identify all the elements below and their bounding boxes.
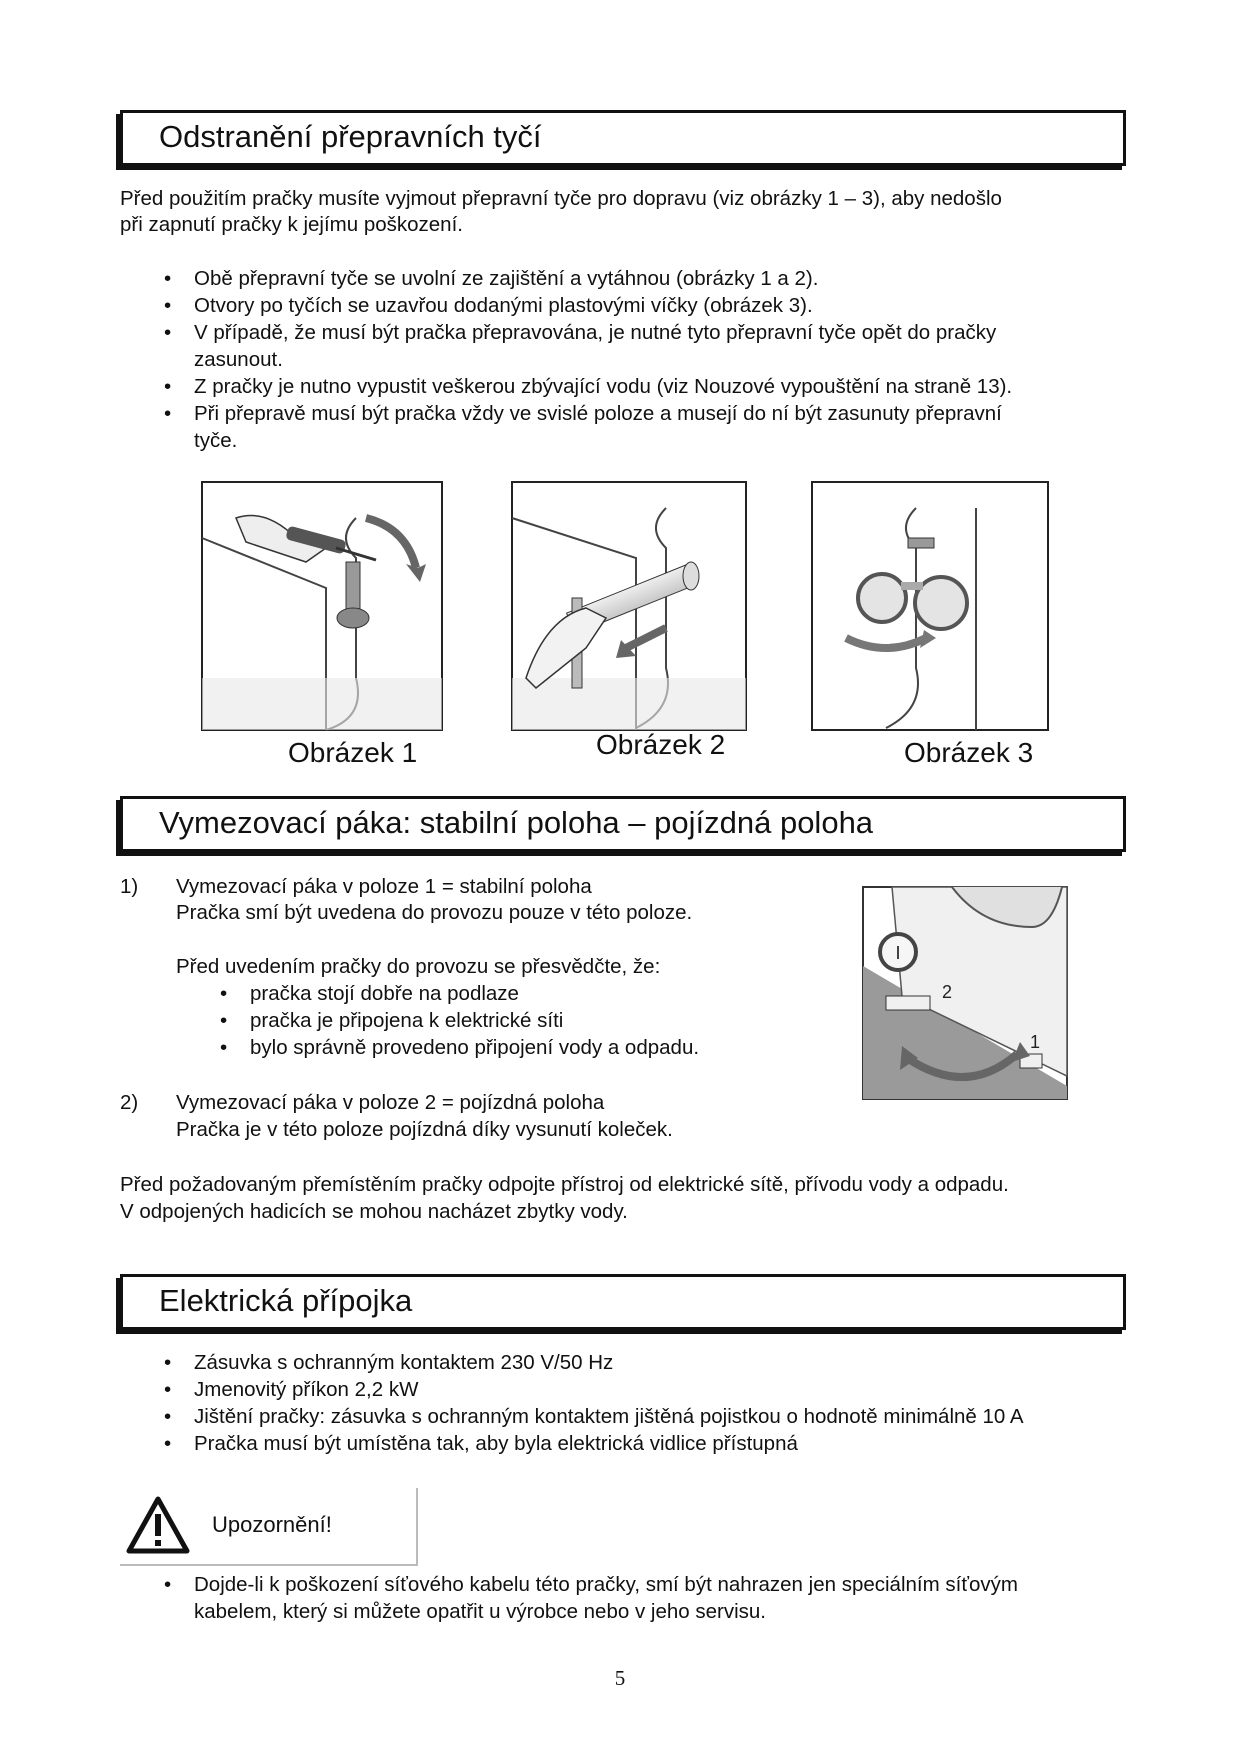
list-item: • V případě, že musí být pračka přepravována, je nutné tyto přepravní tyče opět do pračky bbox=[194, 320, 996, 347]
list-item-continuation: tyče. bbox=[194, 429, 238, 452]
check-item: • pračka je připojena k elektrické síti bbox=[250, 1008, 563, 1035]
list-number: 2) bbox=[120, 1091, 139, 1114]
position-2-label: 2 bbox=[942, 982, 953, 1002]
list-item-continuation: Pračka smí být uvedena do provozu pouze v této poloze. bbox=[176, 901, 693, 924]
figures-illustration bbox=[196, 478, 1092, 768]
list-item: • Jištění pračky: zásuvka s ochranným kontaktem jištěná pojistkou o hodnotě minimálně 10 A bbox=[194, 1404, 1024, 1431]
figure-1-label: Obrázek 1 bbox=[288, 737, 418, 768]
list-item: Vymezovací páka v poloze 2 = pojízdná poloha bbox=[176, 1091, 605, 1114]
list-item: • Pračka musí být umístěna tak, aby byla elektrická vidlice přístupná bbox=[194, 1431, 798, 1458]
section-title: Odstranění přepravních tyčí bbox=[159, 119, 542, 154]
warning-list-item: • Dojde-li k poškození síťového kabelu této pračky, smí být nahrazen jen speciálním síťovým bbox=[194, 1572, 1018, 1599]
list-item-continuation: zasunout. bbox=[194, 348, 283, 371]
note-text-line: Před požadovaným přemístěním pračky odpojte přístroj od elektrické sítě, přívodu vody a odpadu. bbox=[120, 1173, 1009, 1196]
page-number: 5 bbox=[614, 1666, 626, 1690]
figure-1-illustration bbox=[202, 482, 442, 730]
intro-text-line: Před použitím pračky musíte vyjmout přepravní tyče pro dopravu (viz obrázky 1 – 3), aby nedošlo bbox=[120, 187, 1002, 210]
section-heading-electrical bbox=[120, 1274, 1126, 1330]
list-item: • Jmenovitý příkon 2,2 kW bbox=[194, 1377, 418, 1404]
warning-icon bbox=[126, 1496, 190, 1554]
position-1-label: 1 bbox=[1030, 1032, 1041, 1052]
leveling-lever-diagram bbox=[862, 886, 1068, 1100]
list-item: Vymezovací páka v poloze 1 = stabilní poloha bbox=[176, 875, 592, 898]
figure-2-label: Obrázek 2 bbox=[596, 729, 726, 760]
intro-text-line: při zapnutí pračky k jejímu poškození. bbox=[120, 213, 463, 236]
check-intro: Před uvedením pračky do provozu se přesvědčte, že: bbox=[176, 955, 661, 978]
warning-label: Upozornění! bbox=[212, 1512, 332, 1537]
section-heading-transport-bolts bbox=[120, 110, 1126, 166]
list-item: • Při přepravě musí být pračka vždy ve svislé poloze a musejí do ní být zasunuty přepravní bbox=[194, 401, 1002, 428]
note-text-line: V odpojených hadicích se mohou nacházet zbytky vody. bbox=[120, 1200, 628, 1223]
list-number: 1) bbox=[120, 875, 139, 898]
check-item: • pračka stojí dobře na podlaze bbox=[250, 981, 519, 1008]
list-item-continuation: kabelem, který si můžete opatřit u výrobce nebo v jeho servisu. bbox=[194, 1600, 766, 1623]
list-item: • Obě přepravní tyče se uvolní ze zajištění a vytáhnou (obrázky 1 a 2). bbox=[194, 266, 818, 293]
section-heading-leveling-lever bbox=[120, 796, 1126, 852]
figures-row bbox=[196, 478, 1092, 768]
list-item-continuation: Pračka je v této poloze pojízdná díky vysunutí koleček. bbox=[176, 1118, 673, 1141]
list-item: • Otvory po tyčích se uzavřou dodanými plastovými víčky (obrázek 3). bbox=[194, 293, 813, 320]
list-item: • Z pračky je nutno vypustit veškerou zbývající vodu (viz Nouzové vypouštění na straně 13). bbox=[194, 374, 1012, 401]
list-item: • Zásuvka s ochranným kontaktem 230 V/50 Hz bbox=[194, 1350, 613, 1377]
svg-text:I: I bbox=[895, 943, 901, 963]
figure-3-label: Obrázek 3 bbox=[904, 737, 1034, 768]
section-title: Vymezovací páka: stabilní poloha – pojízdná poloha bbox=[159, 805, 874, 840]
warning-box bbox=[120, 1488, 418, 1566]
section-title: Elektrická přípojka bbox=[159, 1283, 413, 1318]
figure-2-illustration bbox=[512, 482, 746, 730]
check-item: • bylo správně provedeno připojení vody a odpadu. bbox=[250, 1035, 699, 1062]
figure-3-illustration bbox=[812, 482, 1048, 730]
